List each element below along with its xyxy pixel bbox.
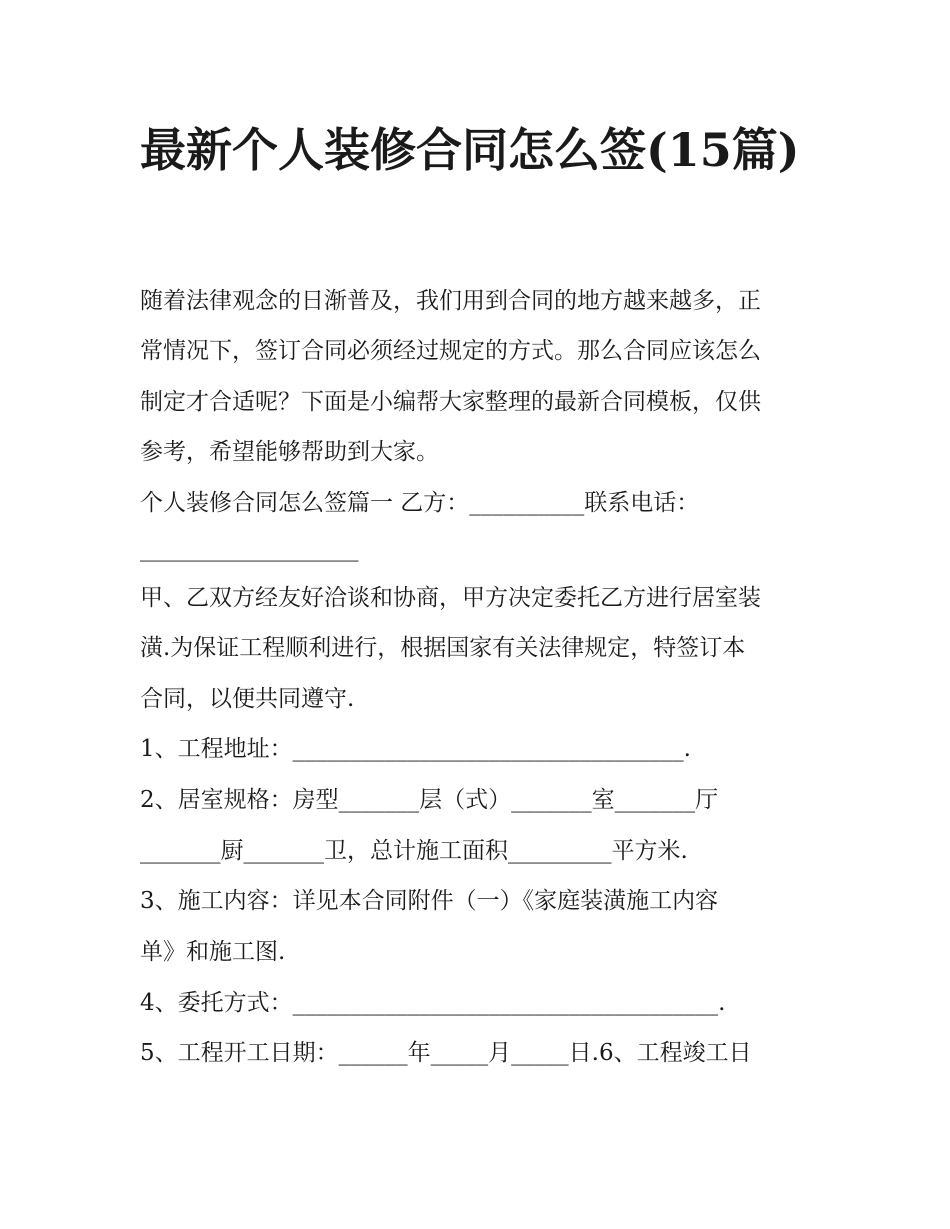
clause-line: 3、施工内容：详见本合同附件（一）《家庭装潢施工内容 (140, 888, 719, 914)
clause-line: 4、委托方式：_____________________________________. (140, 990, 726, 1016)
phone-blank: ___________________ (140, 536, 359, 562)
clause-line: 单》和施工图. (140, 939, 286, 965)
intro-line: 制定才合适呢？下面是小编帮大家整理的最新合同模板，仅供 (140, 389, 761, 415)
clause-line: 1、工程地址：__________________________________. (140, 736, 691, 762)
document-title: 最新个人装修合同怎么签(15篇) (140, 123, 800, 177)
clause-line: _______厨_______卫，总计施工面积_________平方米. (140, 838, 688, 864)
intro-line: 常情况下，签订合同必须经过规定的方式。那么合同应该怎么 (140, 338, 761, 364)
agreement-line: 甲、乙双方经友好洽谈和协商，甲方决定委托乙方进行居室装 (140, 585, 761, 611)
agreement-line: 合同，以便共同遵守. (140, 686, 355, 712)
agreement-line: 潢.为保证工程顺利进行，根据国家有关法律规定，特签订本 (140, 635, 746, 661)
intro-line: 随着法律观念的日渐普及，我们用到合同的地方越来越多，正 (140, 288, 761, 314)
section-heading-line: 个人装修合同怎么签篇一 乙方：__________联系电话： (140, 490, 700, 516)
intro-line: 参考，希望能够帮助到大家。 (140, 439, 439, 465)
clause-line: 5、工程开工日期：______年_____月_____日.6、工程竣工日 (140, 1040, 752, 1066)
clause-line: 2、居室规格：房型_______层（式）_______室_______厅 (140, 787, 719, 813)
